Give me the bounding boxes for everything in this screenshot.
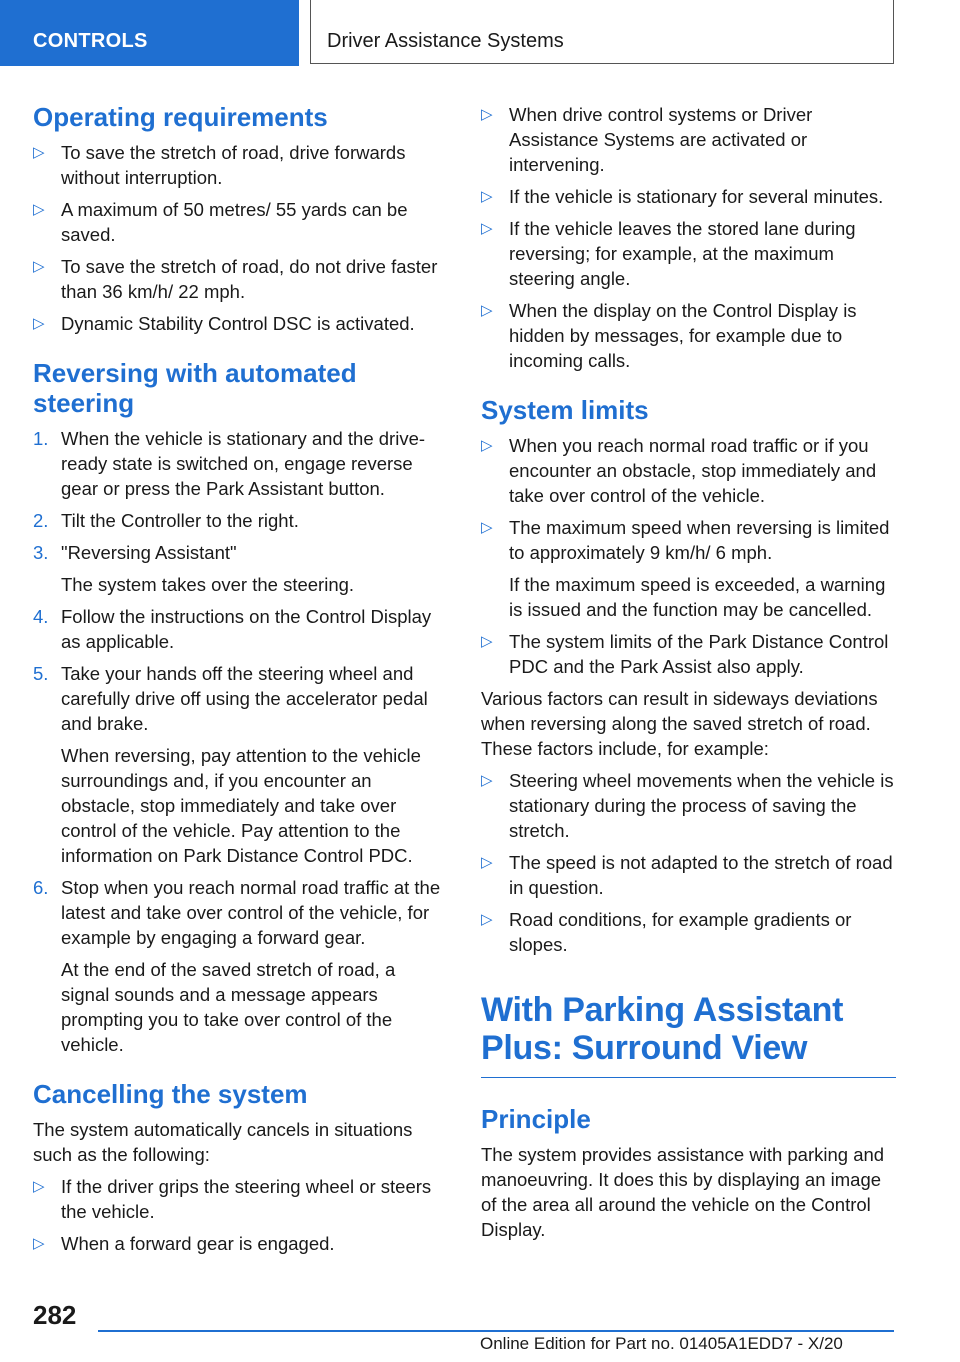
chapter-tab bbox=[310, 0, 894, 64]
triangle-bullet-icon: ▷ bbox=[481, 519, 493, 536]
triangle-bullet-icon: ▷ bbox=[33, 258, 45, 275]
triangle-bullet-icon: ▷ bbox=[481, 911, 493, 928]
section-tab bbox=[0, 0, 299, 66]
list-item: ▷ When the display on the Control Display is hidden by messages, for example due to incoming calls. bbox=[481, 300, 857, 371]
triangle-bullet-icon: ▷ bbox=[33, 1235, 45, 1252]
step-item: 5. Take your hands off the steering wheel and carefully drive off using the accelerator pedal and brake. When reversing, pay attention to the vehicle surroundings and, if you encounter an obstacle, stop immediately and take over control of the vehicle. Pay attention to the information on Park Distance Control PDC. bbox=[33, 663, 428, 866]
triangle-bullet-icon: ▷ bbox=[481, 633, 493, 650]
limits-paragraph: Various factors can result in sideways deviations when reversing along the saved stretch of road. These factors include, for example: bbox=[481, 688, 878, 759]
step-item: 4. Follow the instructions on the Control Display as applicable. bbox=[33, 606, 432, 652]
triangle-bullet-icon: ▷ bbox=[33, 144, 45, 161]
list-item: ▷ The system limits of the Park Distance Control PDC and the Park Assist also apply. bbox=[481, 631, 889, 677]
list-item: ▷ The speed is not adapted to the stretch of road in question. bbox=[481, 852, 893, 898]
triangle-bullet-icon: ▷ bbox=[481, 437, 493, 454]
list-item: ▷ When drive control systems or Driver Assistance Systems are activated or intervening. bbox=[481, 104, 813, 175]
list-item: ▷ Road conditions, for example gradients or slopes. bbox=[481, 909, 852, 955]
triangle-bullet-icon: ▷ bbox=[481, 854, 493, 871]
triangle-bullet-icon: ▷ bbox=[481, 106, 493, 123]
right-column bbox=[481, 102, 896, 1249]
list-item: ▷ If the driver grips the steering wheel or steers the vehicle. bbox=[33, 1176, 432, 1222]
edition-text: Online Edition for Part no. 01405A1EDD7 - X/20 bbox=[480, 1334, 843, 1353]
list-item: ▷ Dynamic Stability Control DSC is activated. bbox=[33, 313, 415, 334]
principle-text: The system provides assistance with parking and manoeuvring. It does this by displaying an image of the area all around the vehicle on the Control Display. bbox=[481, 1144, 885, 1240]
list-item: ▷ When you reach normal road traffic or if you encounter an obstacle, stop immediately and take over control of the vehicle. bbox=[481, 435, 877, 506]
left-column bbox=[33, 102, 448, 1263]
triangle-bullet-icon: ▷ bbox=[33, 1178, 45, 1195]
list-item: ▷ When a forward gear is engaged. bbox=[33, 1233, 335, 1254]
heading-principle: Principle bbox=[481, 1104, 591, 1134]
triangle-bullet-icon: ▷ bbox=[33, 201, 45, 218]
triangle-bullet-icon: ▷ bbox=[481, 772, 493, 789]
list-item: ▷ If the vehicle is stationary for several minutes. bbox=[481, 186, 884, 207]
section-title: CONTROLS bbox=[33, 30, 148, 52]
heading-cancelling: Cancelling the system bbox=[33, 1079, 308, 1109]
chapter-title: Driver Assistance Systems bbox=[327, 30, 564, 52]
step-item: 1. When the vehicle is stationary and the drive-ready state is switched on, engage reverse gear or press the Park Assistant button. bbox=[33, 428, 426, 499]
step-item: 6. Stop when you reach normal road traffic at the latest and take over control of the vehicle, for example by engaging a forward gear. At the end of the saved stretch of road, a signal sounds and a message appears prompting you to take over control of the vehicle. bbox=[33, 877, 441, 1055]
triangle-bullet-icon: ▷ bbox=[33, 315, 45, 332]
list-item: ▷ The maximum speed when reversing is limited to approximately 9 km/h/ 6 mph. If the maximum speed is exceeded, a warning is issued and the function may be cancelled. bbox=[481, 517, 890, 620]
triangle-bullet-icon: ▷ bbox=[481, 302, 493, 319]
footer-divider bbox=[98, 1330, 894, 1332]
page-number: 282 bbox=[33, 1300, 77, 1330]
list-item: ▷ A maximum of 50 metres/ 55 yards can be saved. bbox=[33, 199, 408, 245]
heading-surround-view: With Parking Assistant Plus: Surround View bbox=[481, 991, 896, 1078]
triangle-bullet-icon: ▷ bbox=[481, 188, 493, 205]
cancelling-intro: The system automatically cancels in situations such as the following: bbox=[33, 1119, 413, 1165]
list-item: ▷ To save the stretch of road, do not drive faster than 36 km/h/ 22 mph. bbox=[33, 256, 438, 302]
heading-reversing: Reversing with automated steering bbox=[33, 358, 357, 418]
list-item: ▷ If the vehicle leaves the stored lane during reversing; for example, at the maximum steering angle. bbox=[481, 218, 856, 289]
step-item: 3. "Reversing Assistant" The system takes over the steering. bbox=[33, 542, 355, 595]
heading-operating-requirements: Operating requirements bbox=[33, 102, 328, 132]
list-item: ▷ Steering wheel movements when the vehicle is stationary during the process of saving the stretch. bbox=[481, 770, 894, 841]
list-item: ▷ To save the stretch of road, drive forwards without interruption. bbox=[33, 142, 406, 188]
triangle-bullet-icon: ▷ bbox=[481, 220, 493, 237]
heading-system-limits: System limits bbox=[481, 395, 649, 425]
step-item: 2. Tilt the Controller to the right. bbox=[33, 510, 299, 531]
